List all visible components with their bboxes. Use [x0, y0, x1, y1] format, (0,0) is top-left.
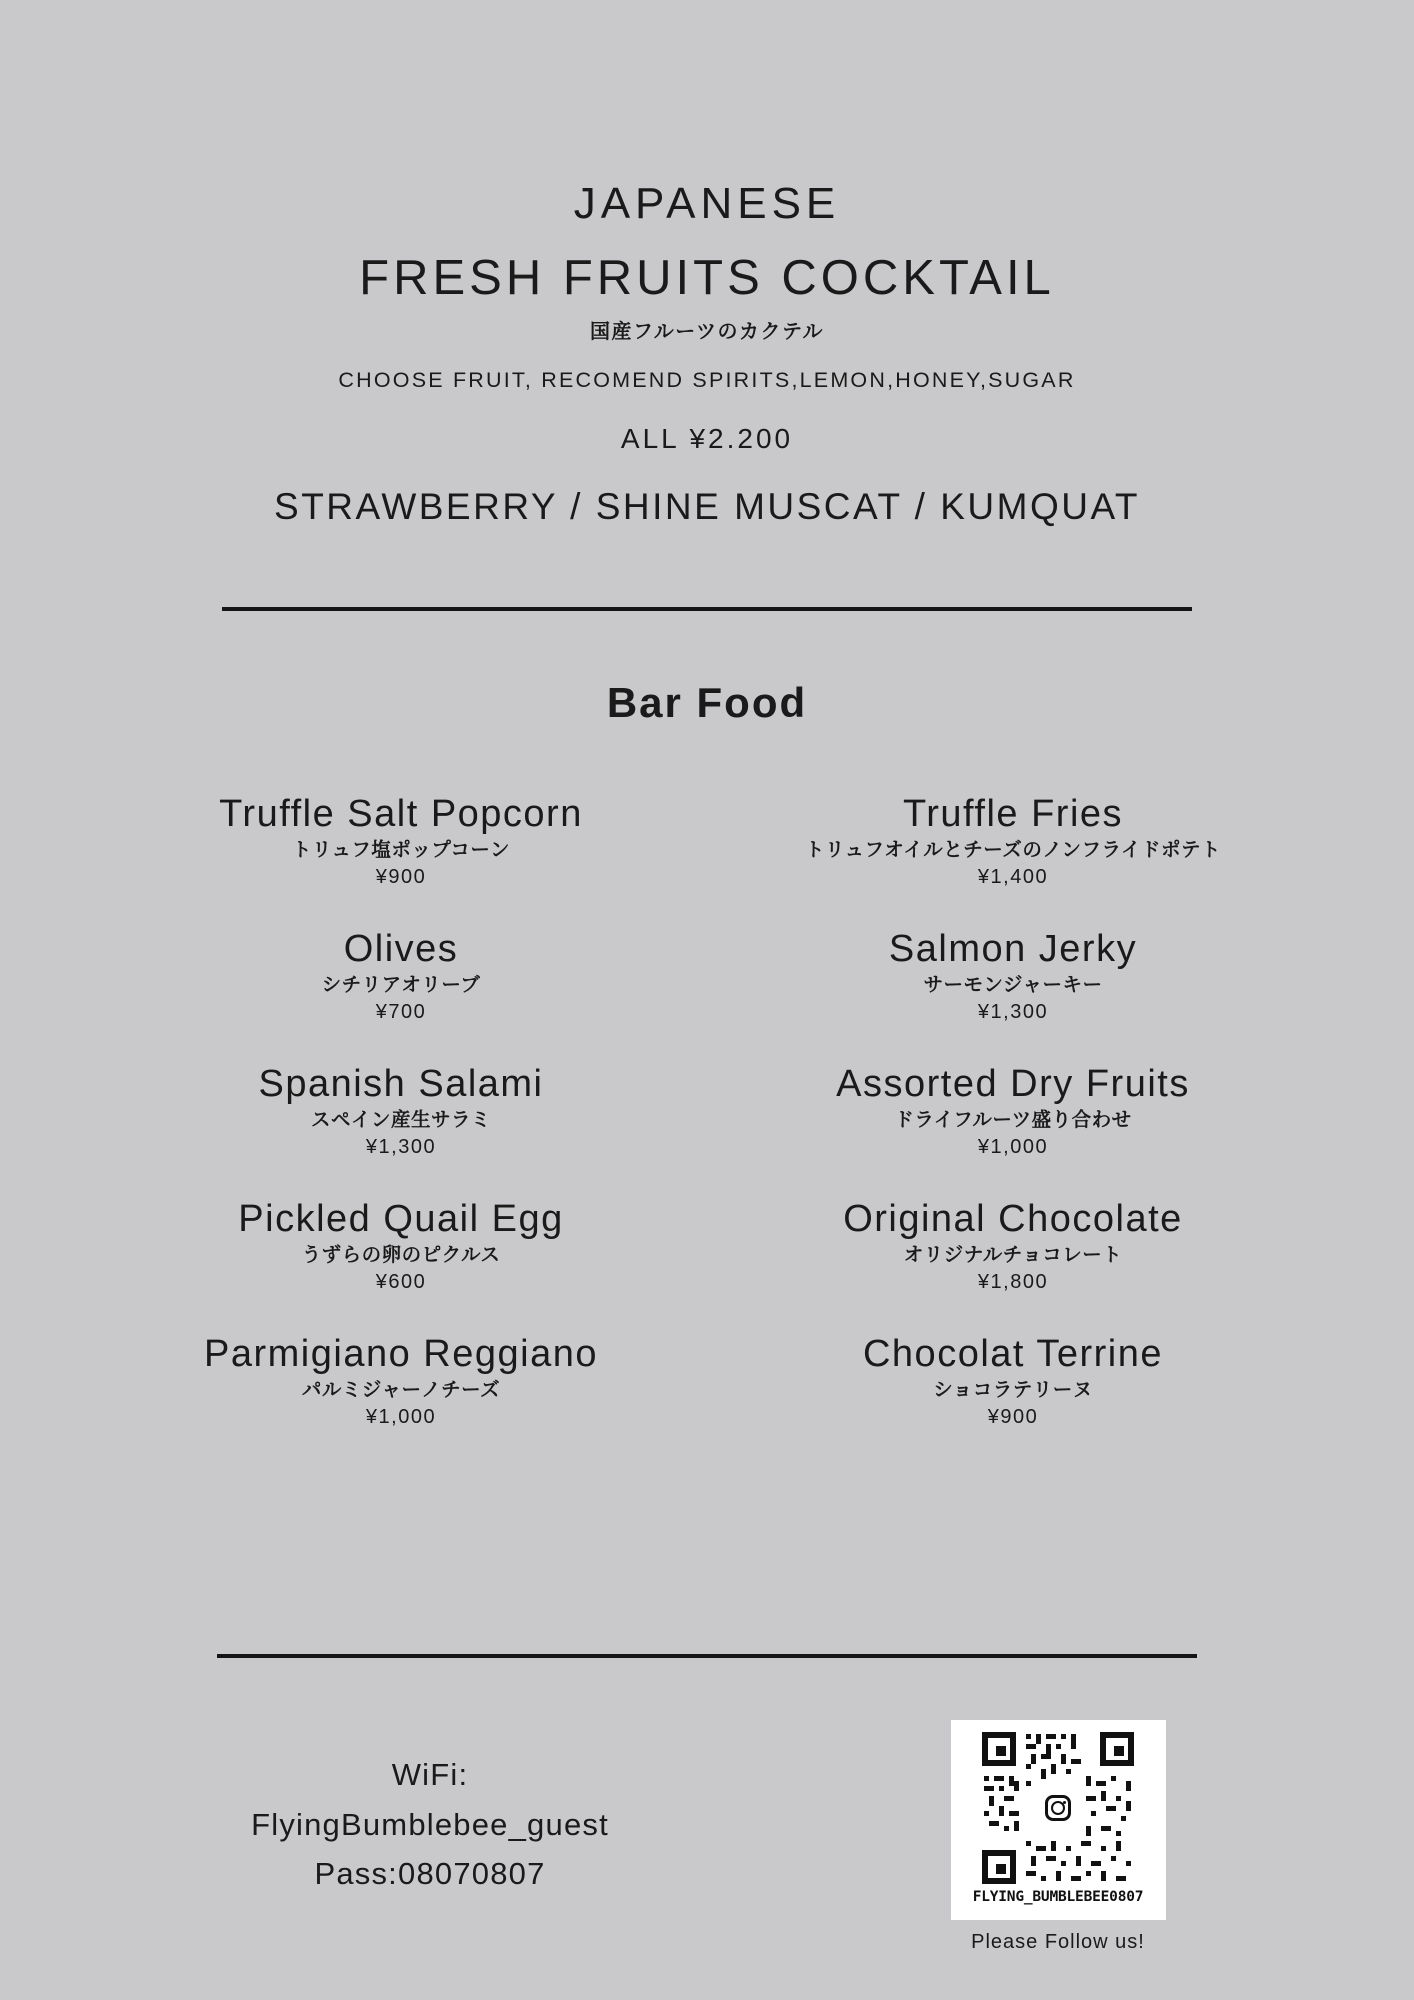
menu-item-name: Truffle Salt Popcorn — [219, 793, 583, 836]
follow-us-text: Please Follow us! — [971, 1931, 1145, 1953]
menu-item-name-japanese: スペイン産生サラミ — [310, 1108, 491, 1131]
menu-item-price: ¥700 — [375, 1001, 427, 1024]
qr-finder-top-right — [1100, 1732, 1134, 1766]
menu-item-name-japanese: トリュフオイルとチーズのノンフライドポテト — [805, 838, 1221, 861]
qr-finder-bottom-left — [982, 1850, 1016, 1884]
wifi-info — [170, 1750, 690, 1899]
menu-item-price: ¥1,300 — [365, 1136, 437, 1159]
menu-item-name: Original Chocolate — [843, 1198, 1183, 1241]
menu-item-name-japanese: ショコラテリーヌ — [933, 1378, 1093, 1401]
menu-item-price: ¥1,400 — [977, 866, 1049, 889]
menu-item-name-japanese: パルミジャーノチーズ — [301, 1378, 501, 1401]
menu-title-line-1: JAPANESE — [573, 179, 841, 228]
menu-item — [110, 1198, 692, 1295]
menu-item-name-japanese: サーモンジャーキー — [923, 973, 1103, 996]
menu-item-price: ¥900 — [987, 1405, 1039, 1428]
wifi-label: WiFi: — [391, 1757, 469, 1792]
cocktail-fruit-options: STRAWBERRY / SHINE MUSCAT / KUMQUAT — [274, 486, 1140, 528]
menu-item — [110, 793, 692, 890]
wifi-ssid: FlyingBumblebee_guest — [251, 1806, 609, 1842]
instagram-handle: FLYING_BUMBLEBEE0807 — [972, 1889, 1144, 1905]
menu-item — [722, 1063, 1304, 1160]
qr-finder-top-left — [982, 1732, 1016, 1766]
menu-item-name: Spanish Salami — [258, 1063, 544, 1106]
menu-item — [722, 928, 1304, 1025]
menu-item-price: ¥1,000 — [977, 1136, 1049, 1159]
menu-item-name-japanese: うずらの卵のピクルス — [301, 1243, 501, 1266]
qr-code-image — [982, 1732, 1134, 1884]
menu-item-name: Truffle Fries — [902, 793, 1124, 836]
menu-item-name: Olives — [343, 928, 459, 971]
menu-item-name: Parmigiano Reggiano — [204, 1333, 598, 1376]
menu-item-price: ¥600 — [375, 1271, 427, 1294]
menu-item-name: Salmon Jerky — [888, 928, 1138, 971]
cocktail-price: ALL ¥2.200 — [620, 422, 794, 454]
instagram-icon — [1039, 1789, 1077, 1827]
menu-item-name-japanese: トリュフ塩ポップコーン — [291, 838, 511, 861]
menu-title-line-2: FRESH FRUITS COCKTAIL — [359, 250, 1055, 305]
instagram-block — [948, 1720, 1168, 1954]
cocktail-instructions: CHOOSE FRUIT, RECOMEND SPIRITS,LEMON,HONEY,SUGAR — [338, 367, 1076, 392]
qr-code-card[interactable] — [951, 1720, 1166, 1920]
menu-item-price: ¥1,000 — [365, 1405, 437, 1428]
wifi-password: Pass:08070807 — [314, 1856, 546, 1892]
menu-item — [722, 793, 1304, 890]
menu-title-japanese: 国産フルーツのカクテル — [590, 320, 824, 343]
menu-item-name-japanese: シチリアオリーブ — [321, 973, 481, 996]
footer — [0, 1720, 1414, 2000]
bar-food-heading: Bar Food — [606, 679, 808, 727]
menu-item-name: Assorted Dry Fruits — [836, 1063, 1190, 1106]
menu-item-name: Chocolat Terrine — [862, 1333, 1163, 1376]
cocktail-section — [110, 0, 1304, 531]
menu-item-price: ¥900 — [375, 866, 427, 889]
menu-item-price: ¥1,300 — [977, 1001, 1049, 1024]
menu-item — [722, 1333, 1304, 1430]
menu-item — [722, 1198, 1304, 1295]
menu-item — [110, 928, 692, 1025]
menu-item-name-japanese: オリジナルチョコレート — [903, 1243, 1123, 1266]
divider-top — [222, 607, 1192, 611]
menu-item-name: Pickled Quail Egg — [238, 1198, 564, 1241]
menu-item-price: ¥1,800 — [977, 1271, 1049, 1294]
divider-bottom — [217, 1654, 1197, 1658]
menu-item — [110, 1063, 692, 1160]
menu-item-name-japanese: ドライフルーツ盛り合わせ — [894, 1108, 1132, 1131]
bar-food-grid — [110, 793, 1304, 1468]
menu-item — [110, 1333, 692, 1430]
